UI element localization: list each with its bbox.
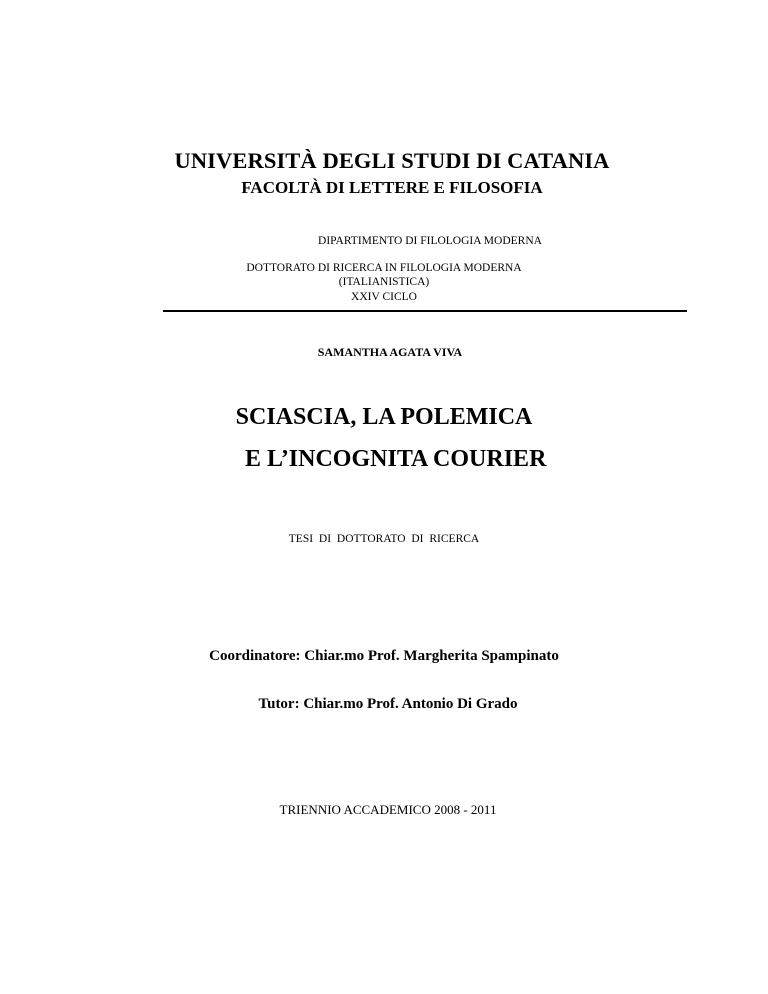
tutor: Tutor: Chiar.mo Prof. Antonio Di Grado (258, 696, 518, 712)
author-name: SAMANTHA AGATA VIVA (317, 345, 463, 359)
doctorate-cycle: XXIV CICLO (351, 291, 417, 303)
thesis-title-line-1: SCIASCIA, LA POLEMICA (235, 404, 533, 430)
thesis-title-line-2: E L’INCOGNITA COURIER (245, 446, 547, 472)
doctorate-program: DOTTORATO DI RICERCA IN FILOLOGIA MODERNA (246, 262, 522, 274)
university-name: UNIVERSITÀ DEGLI STUDI DI CATANIA (174, 148, 610, 173)
doctorate-specialization: (ITALIANISTICA) (338, 276, 430, 288)
coordinator: Coordinatore: Chiar.mo Prof. Margherita Spampinato (209, 648, 559, 664)
department-name: DIPARTIMENTO DI FILOLOGIA MODERNA (318, 235, 542, 247)
header-divider (163, 310, 687, 312)
academic-period: TRIENNIO ACCADEMICO 2008 - 2011 (279, 802, 497, 817)
thesis-type: TESI DI DOTTORATO DI RICERCA (288, 533, 480, 545)
faculty-name: FACOLTÀ DI LETTERE E FILOSOFIA (241, 178, 543, 197)
